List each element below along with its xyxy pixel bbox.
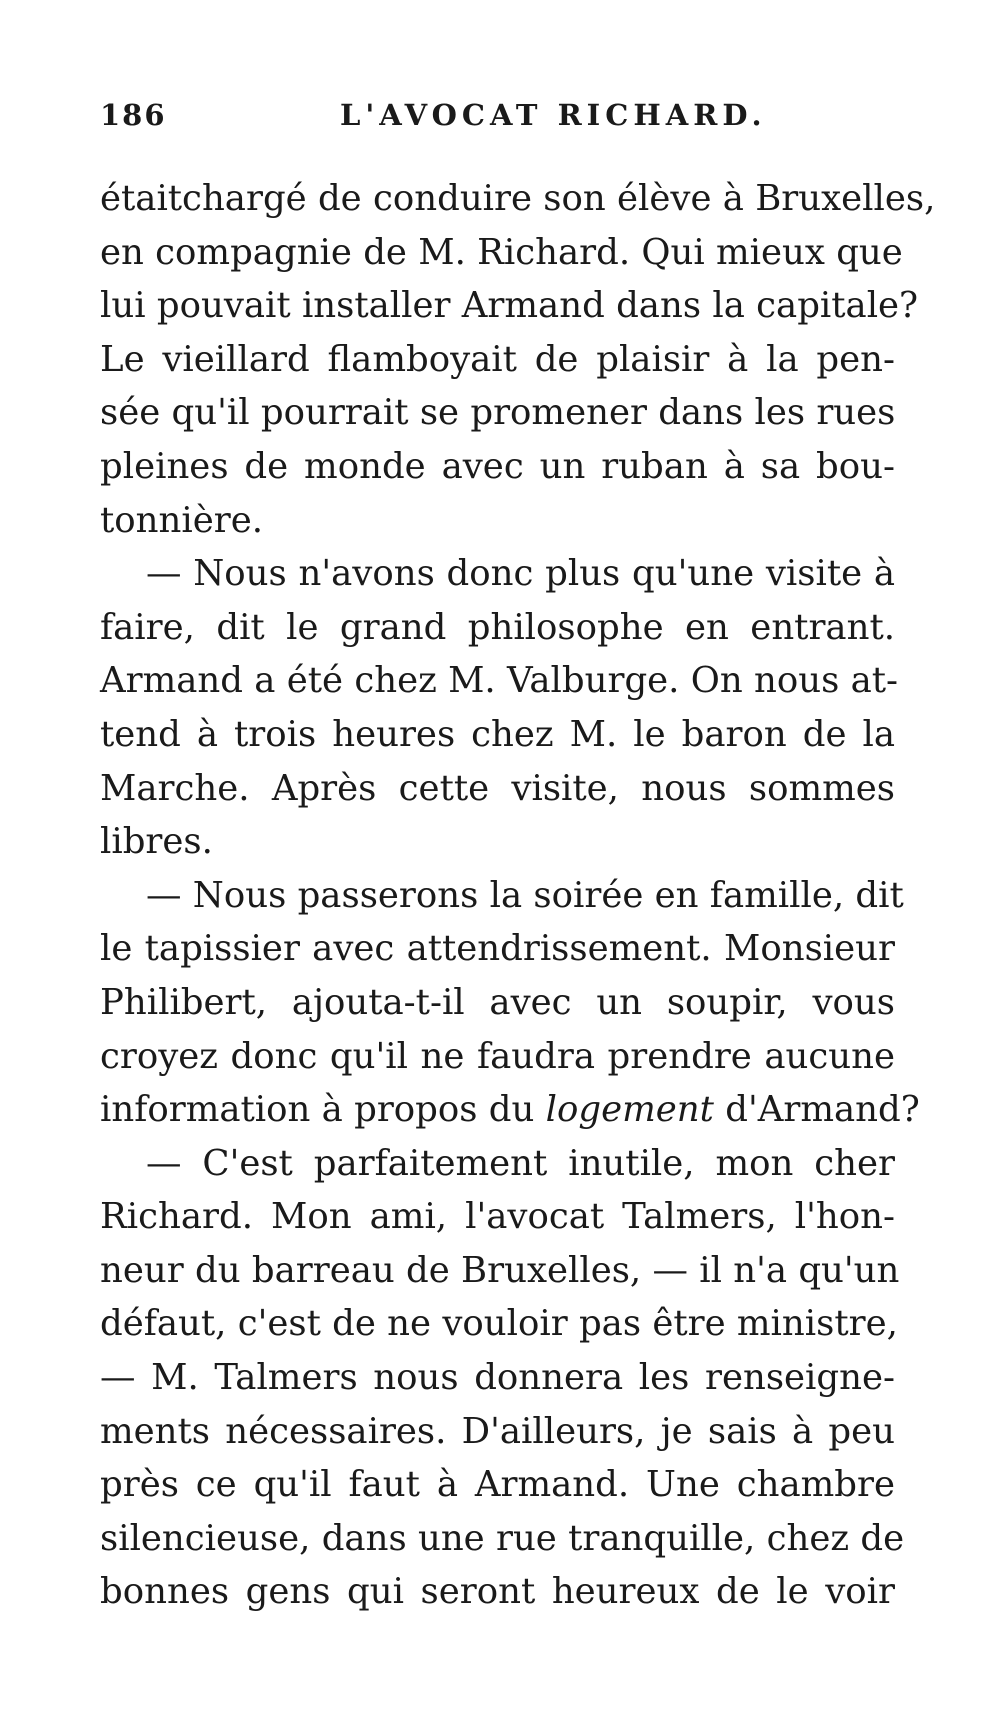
text-line: pleines de monde avec un ruban à sa bou- [100,445,895,487]
text-line: Richard. Mon ami, l'avocat Talmers, l'hon- [100,1196,895,1238]
text-line: près ce qu'il faut à Armand. Une chambre [100,1464,895,1506]
running-title: L'AVOCAT RICHARD. [340,98,767,132]
text-line: ments nécessaires. D'ailleurs, je sais à peu [100,1410,895,1452]
text-line: sée qu'il pourrait se promener dans les rues [100,392,896,434]
text-line: faire, dit le grand philosophe en entrant. [100,606,895,648]
text-line: Marche. Après cette visite, nous sommes [100,767,895,809]
italic-word: logement [545,1089,714,1131]
text-segment: information à propos du [100,1089,546,1131]
text-line-italic [100,1083,920,1137]
text-line: bonnes gens qui seront heureux de le voir [100,1571,895,1613]
text-line: le tapissier avec attendrissement. Monsieur [100,928,895,970]
text-line: Philibert, ajouta-t-il avec un soupir, vous [100,981,895,1023]
body-text [100,172,936,1619]
running-head [100,98,900,138]
text-line: étaitchargé de conduire son élève à Bruxelles, [100,178,936,219]
text-line: en compagnie de M. Richard. Qui mieux que [100,231,903,273]
text-line: croyez donc qu'il ne faudra prendre aucune [100,1035,895,1077]
text-line: libres. [100,821,213,863]
page-number: 186 [100,98,167,132]
text-line: silencieuse, dans une rue tranquille, chez de [100,1517,905,1559]
text-line: tend à trois heures chez M. le baron de la [100,713,895,755]
text-line: — M. Talmers nous donnera les renseigne- [100,1357,895,1399]
text-segment: d'Armand? [713,1089,920,1131]
text-line: Le vieillard flamboyait de plaisir à la pen- [100,338,895,380]
text-line: défaut, c'est de ne vouloir pas être ministre, [100,1303,898,1345]
text-line: — C'est parfaitement inutile, mon cher [146,1142,895,1184]
text-line: tonnière. [100,499,263,541]
text-line: Armand a été chez M. Valburge. On nous at- [100,660,899,702]
text-line: — Nous passerons la soirée en famille, dit [146,874,904,916]
text-line: lui pouvait installer Armand dans la capitale? [100,285,919,327]
text-line: neur du barreau de Bruxelles, — il n'a qu'un [100,1249,900,1291]
text-line: — Nous n'avons donc plus qu'une visite à [146,553,895,595]
